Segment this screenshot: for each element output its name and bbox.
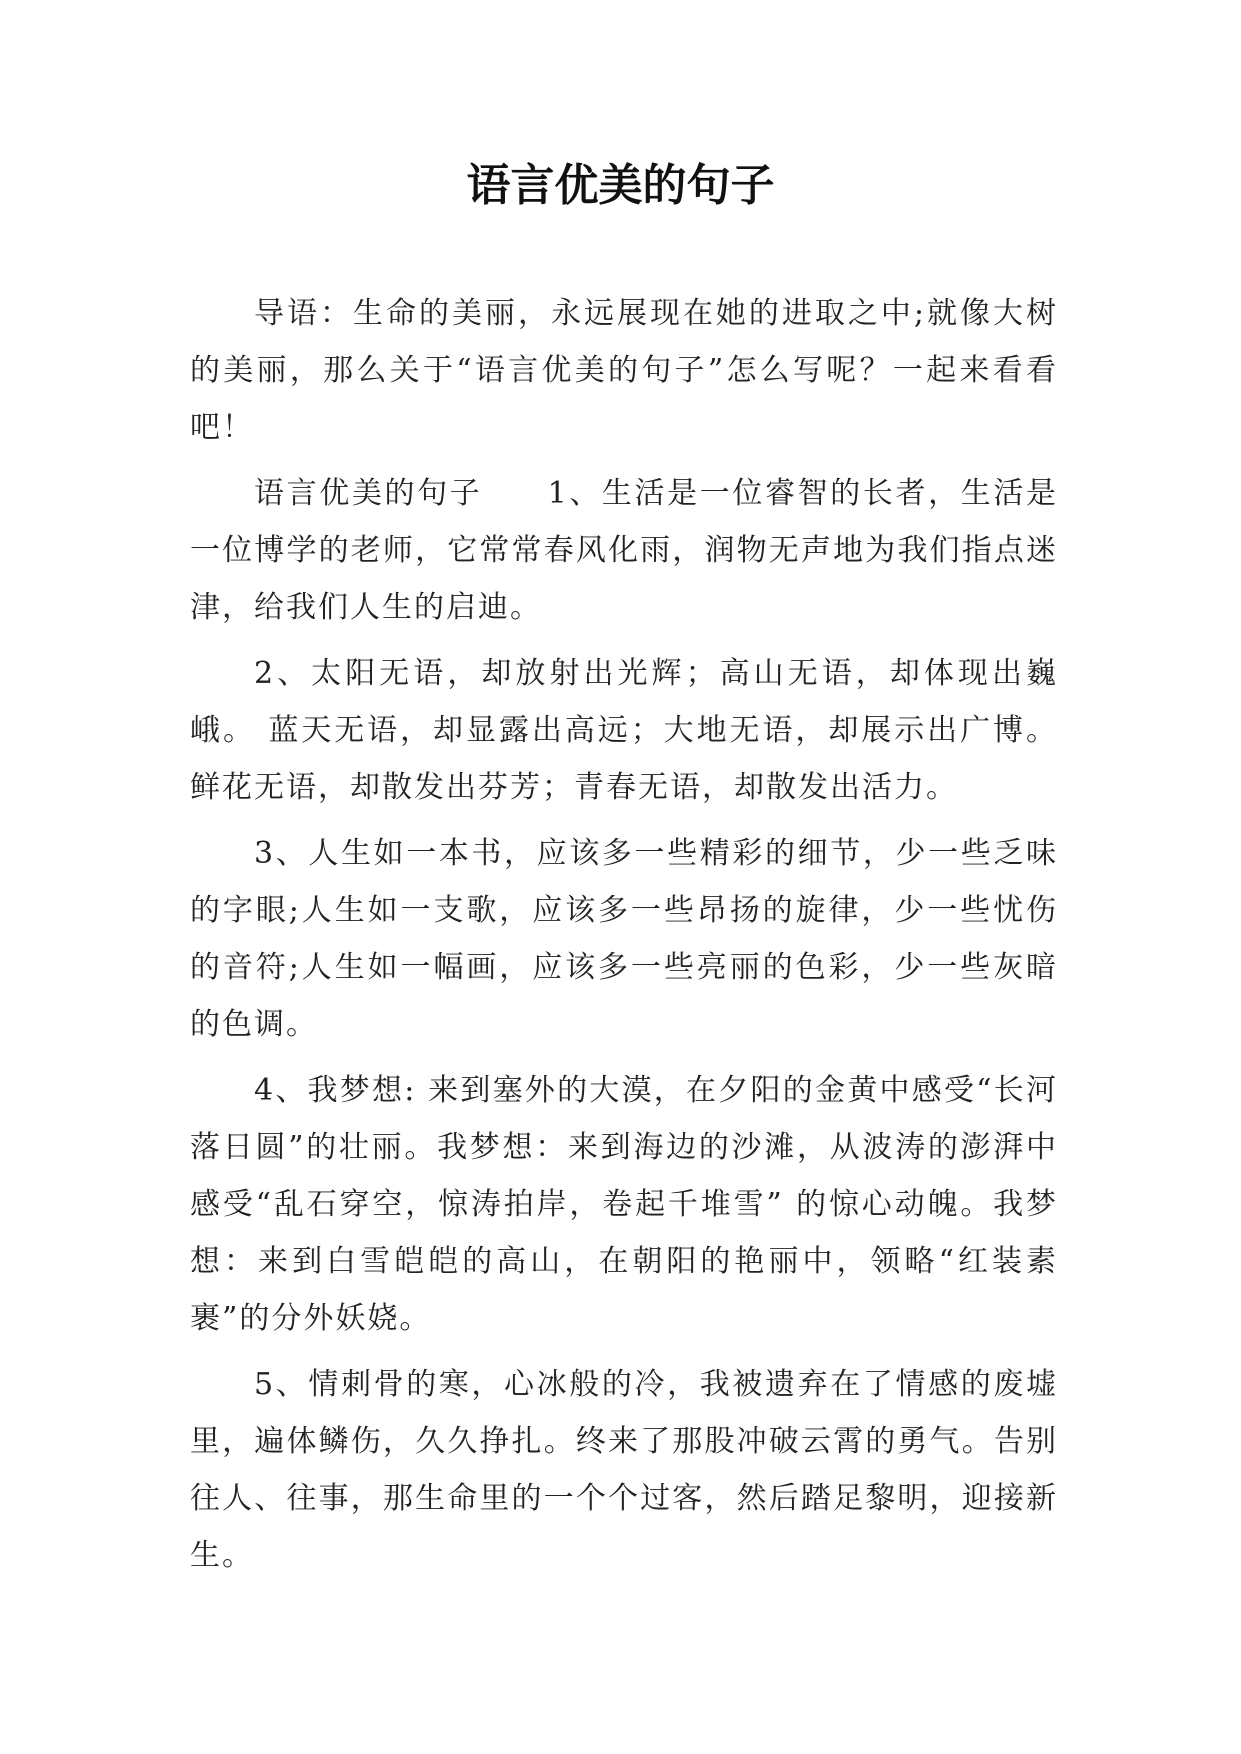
sentence-paragraph-5: 5、情刺骨的寒，心冰般的冷，我被遗弃在了情感的废墟里，遍体鳞伤，久久挣扎。终来了那股冲破云霄的勇气。告别往人、往事，那生命里的一个个过客，然后踏足黎明，迎接新生。 xyxy=(190,1367,1058,1573)
intro-paragraph: 导语：生命的美丽，永远展现在她的进取之中;就像大树的美丽，那么关于“语言优美的句子”怎么写呢？一起来看看吧！ xyxy=(190,296,1058,445)
sentence-paragraph-2: 2、太阳无语，却放射出光辉；高山无语，却体现出巍峨。 蓝天无语，却显露出高远；大地无语，却展示出广博。鲜花无语，却散发出芬芳；青春无语，却散发出活力。 xyxy=(190,656,1058,805)
sentence-paragraph-1: 语言优美的句子 1、生活是一位睿智的长者，生活是一位博学的老师，它常常春风化雨，润物无声地为我们指点迷津，给我们人生的启迪。 xyxy=(190,476,1058,625)
sentence-paragraph-3: 3、人生如一本书，应该多一些精彩的细节，少一些乏味的字眼;人生如一支歌，应该多一些昂扬的旋律，少一些忧伤的音符;人生如一幅画，应该多一些亮丽的色彩，少一些灰暗的色调。 xyxy=(190,836,1058,1042)
page-title: 语言优美的句子 xyxy=(466,160,775,211)
sentence-paragraph-4: 4、我梦想: 来到塞外的大漠，在夕阳的金黄中感受“长河落日圆”的壮丽。我梦想：来到海边的沙滩，从波涛的澎湃中感受“乱石穿空，惊涛拍岸，卷起千堆雪” 的惊心动魄。我梦想：来到白雪皑皑的高山，在朝阳的艳丽中，领略“红装素裹”的分外妖娆。 xyxy=(190,1073,1058,1336)
document-body xyxy=(190,285,1058,1593)
